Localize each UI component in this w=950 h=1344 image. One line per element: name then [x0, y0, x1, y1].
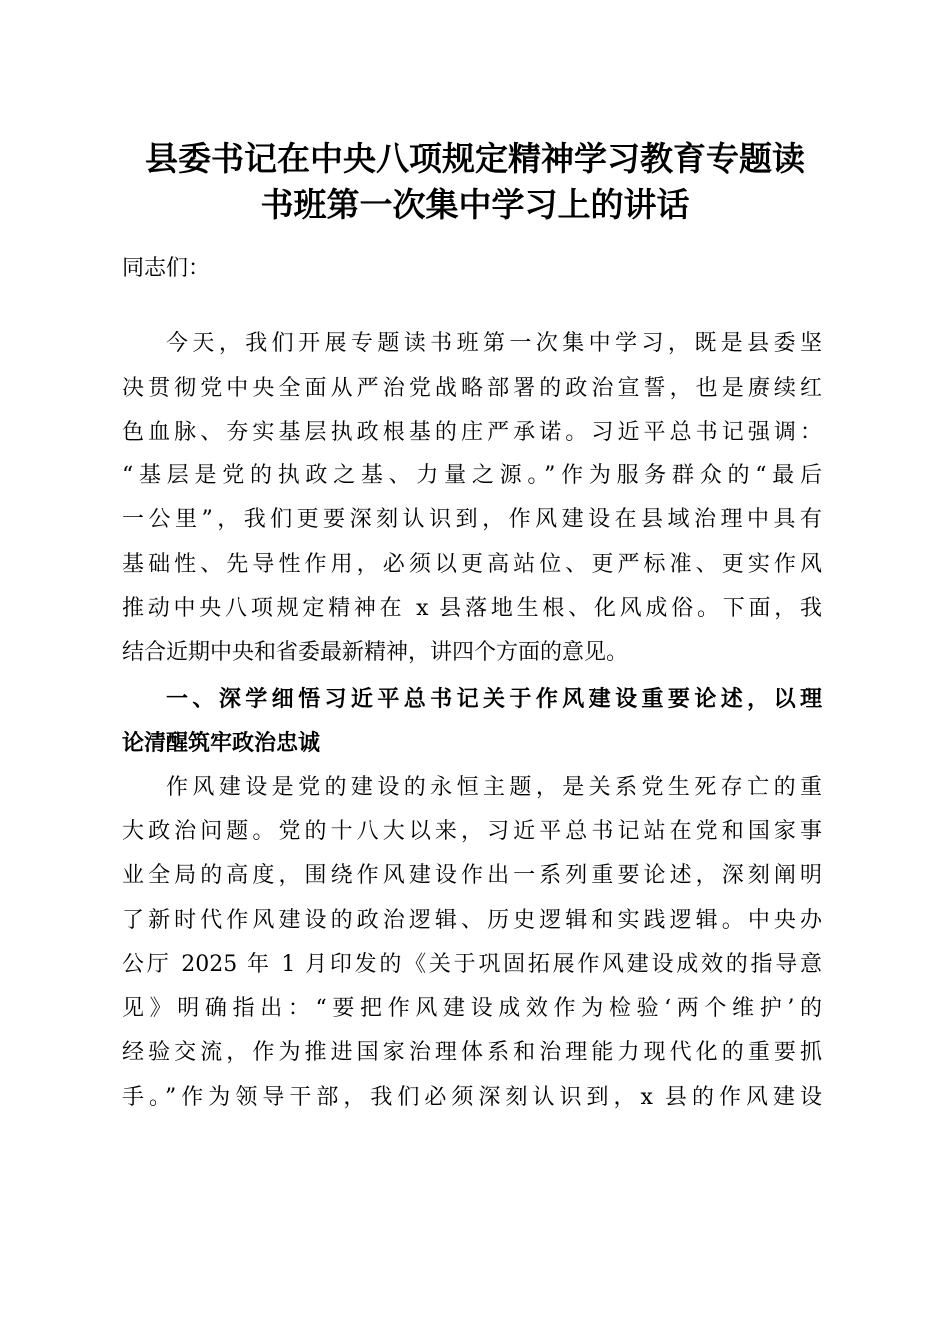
- paragraph-1-line: 今天，我们开展专题读书班第一次集中学习，既是县委坚: [166, 331, 822, 356]
- paragraph-2-line: 手。”作为领导干部，我们必须深刻认识到，x 县的作风建设: [122, 1085, 822, 1110]
- paragraph-2-line: 经验交流，作为推进国家治理体系和治理能力现代化的重要抓: [122, 1040, 822, 1065]
- paragraph-2-line: 公厅 2025 年 1 月印发的《关于巩固拓展作风建设成效的指导意: [122, 952, 822, 977]
- document-title-line-2: 书班第一次集中学习上的讲话: [260, 185, 690, 224]
- document-title-line-1: 县委书记在中央八项规定精神学习教育专题读: [145, 139, 805, 178]
- section-1-heading: 一、深学细悟习近平总书记关于作风建设重要论述，以理: [166, 687, 822, 712]
- paragraph-2-line: 了新时代作风建设的政治逻辑、历史逻辑和实践逻辑。中央办: [122, 908, 822, 933]
- paragraph-1-line: 一公里”，我们更要深刻认识到，作风建设在县域治理中具有: [122, 507, 822, 532]
- paragraph-2-line: 见》明确指出：“要把作风建设成效作为检验‘两个维护’的: [122, 996, 822, 1021]
- paragraph-1-line: “基层是党的执政之基、力量之源。”作为服务群众的“最后: [122, 463, 822, 488]
- paragraph-1-line: 结合近期中央和省委最新精神，讲四个方面的意见。: [122, 640, 629, 665]
- salutation: 同志们：: [122, 256, 211, 281]
- paragraph-1-line: 基础性、先导性作用，必须以更高站位、更严标准、更实作风: [122, 552, 822, 577]
- paragraph-1-line: 色血脉、夯实基层执政根基的庄严承诺。习近平总书记强调：: [122, 420, 822, 445]
- paragraph-1-line: 推动中央八项规定精神在 x 县落地生根、化风成俗。下面，我: [122, 596, 822, 621]
- paragraph-2-line: 作风建设是党的建设的永恒主题，是关系党生死存亡的重: [166, 775, 822, 800]
- paragraph-1-line: 决贯彻党中央全面从严治党战略部署的政治宣誓，也是赓续红: [122, 376, 822, 401]
- paragraph-2-line: 业全局的高度，围绕作风建设作出一系列重要论述，深刻阐明: [122, 863, 822, 888]
- section-1-heading: 论清醒筑牢政治忠诚: [122, 731, 321, 756]
- paragraph-2-line: 大政治问题。党的十八大以来，习近平总书记站在党和国家事: [122, 819, 822, 844]
